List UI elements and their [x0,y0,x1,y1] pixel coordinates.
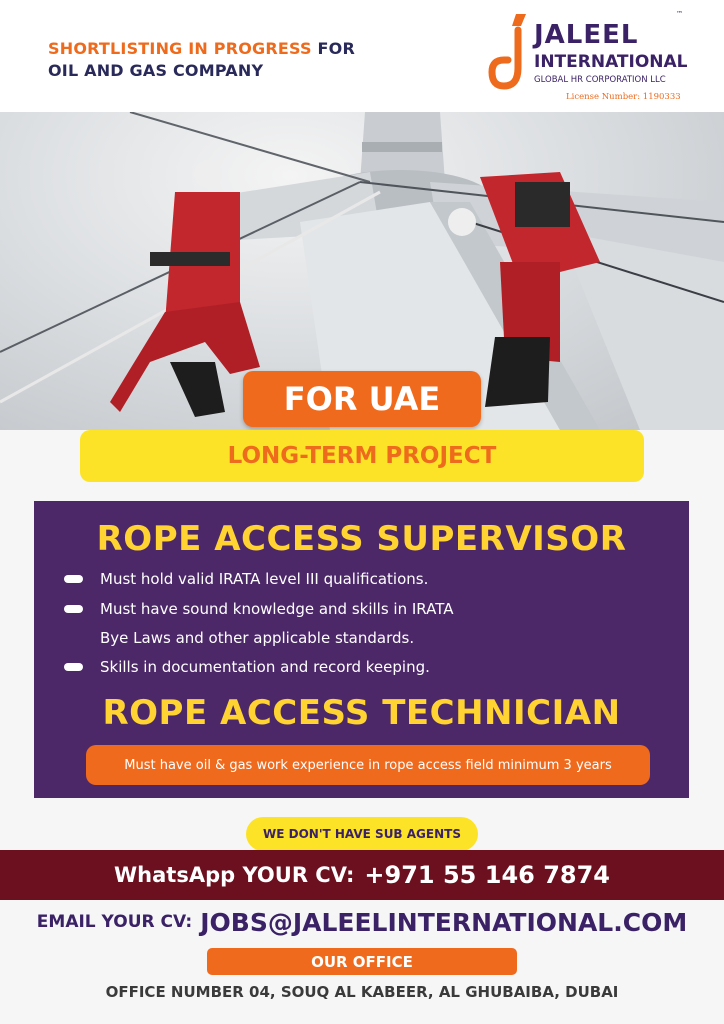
office-title: OUR OFFICE [207,948,517,975]
requirement-text: Must hold valid IRATA level III qualifications. [100,570,429,588]
headline [48,38,355,82]
project-banner: LONG-TERM PROJECT [80,430,644,482]
requirement-text: Bye Laws and other applicable standards. [100,629,415,647]
headline-company: OIL AND GAS COMPANY [48,61,264,80]
whatsapp-number[interactable]: +971 55 146 7874 [364,861,610,889]
email-row [0,902,724,942]
sub-agents-notice: WE DON'T HAVE SUB AGENTS [246,817,478,851]
requirement-text: Must have sound knowledge and skills in IRATA [100,600,454,618]
email-label: EMAIL YOUR CV: [36,912,193,932]
headline-highlight: SHORTLISTING IN PROGRESS [48,39,312,58]
company-logo [488,8,688,108]
logo-name-line1: JALEEL [534,20,639,50]
logo-j-mark-icon [488,12,534,92]
requirement-text: Skills in documentation and record keeping. [100,658,430,676]
whatsapp-bar [0,850,724,900]
headline-for: FOR [317,39,355,58]
license-number: License Number: 1190333 [566,92,681,102]
office-address: OFFICE NUMBER 04, SOUQ AL KABEER, AL GHUBAIBA, DUBAI [105,983,619,1001]
bullet-icon [64,575,83,583]
email-address[interactable]: JOBS@JALEELINTERNATIONAL.COM [200,907,688,937]
trademark-symbol: ™ [676,10,683,18]
job-title-technician: ROPE ACCESS TECHNICIAN [102,693,621,733]
job-panel [34,501,689,798]
bullet-icon [64,663,83,671]
location-banner: FOR UAE [243,371,481,427]
logo-tagline: GLOBAL HR CORPORATION LLC [534,75,666,85]
technician-requirement: Must have oil & gas work experience in rope access field minimum 3 years [86,745,650,785]
logo-name-line2: INTERNATIONAL [534,52,688,72]
whatsapp-label: WhatsApp YOUR CV: [114,863,355,887]
bullet-icon [64,605,83,613]
job-title-supervisor: ROPE ACCESS SUPERVISOR [96,519,627,559]
